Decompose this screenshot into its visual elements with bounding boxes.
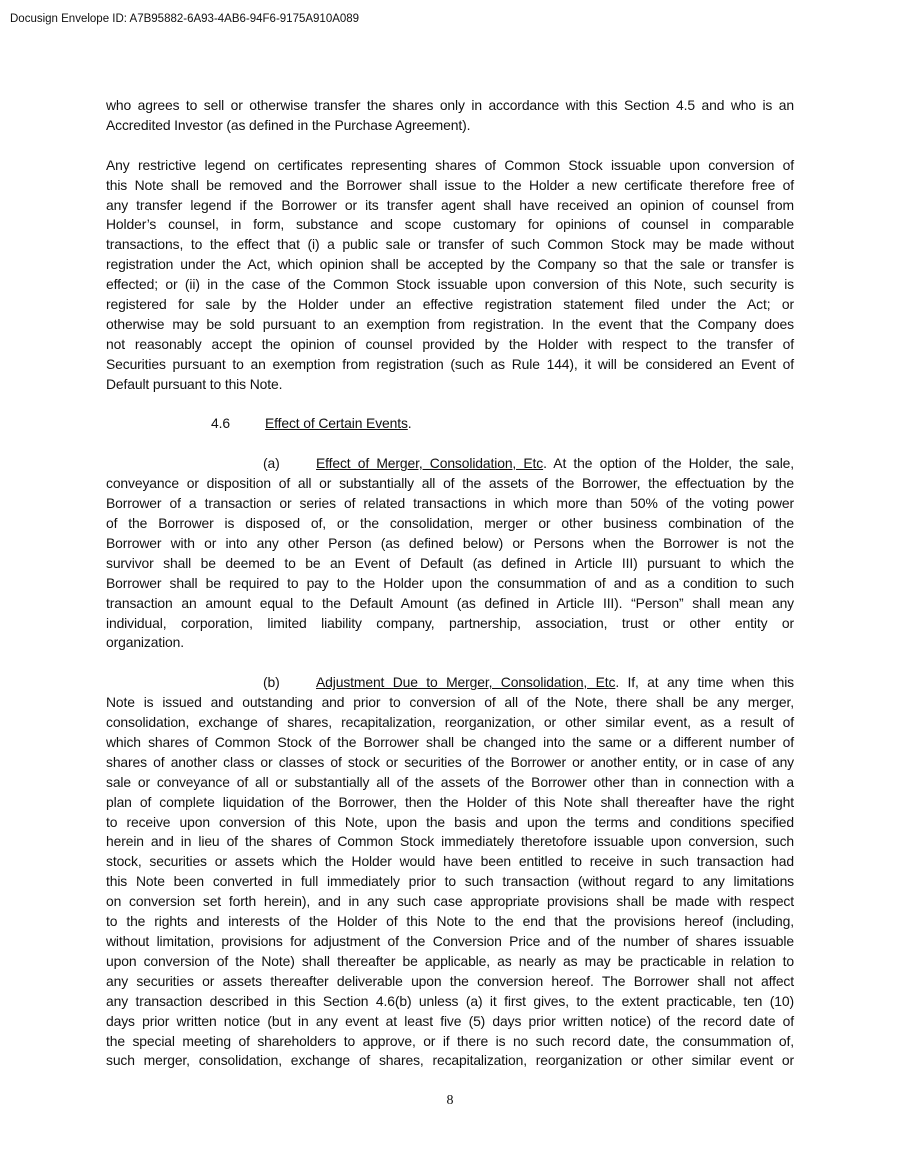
text-line: Borrower of a transaction or series of related transactions in which more than 50% of the voting power [106,495,794,512]
text-line: this Note shall be removed and the Borrower shall issue to the Holder a new certificate therefore free of [106,176,794,193]
text-line: herein and in lieu of the shares of Common Stock immediately theretofore issuable upon conversion, such [106,833,794,850]
text-line: conveyance or disposition of all or substantially all of the assets of the Borrower, the effectuation by the [106,475,794,492]
text-line: transaction an amount equal to the Default Amount (as defined in Article III). “Person” shall mean any [106,594,794,611]
subsection-a-lead-text: . At the option of the Holder, the sale, [543,455,794,472]
subsection-a-label: (a) [263,455,280,472]
text-line: any transaction described in this Section 4.6(b) unless (a) it first gives, to the extent practicable, ten (10) [106,992,794,1009]
envelope-id: Docusign Envelope ID: A7B95882-6A93-4AB6-94F6-9175A910A089 [10,13,360,25]
text-line: Any restrictive legend on certificates representing shares of Common Stock issuable upon conversion of [106,156,794,173]
text-line: shares of another class or classes of stock or securities of the Borrower or another entity, or in case of any [106,753,794,770]
text-line: sale or conveyance of all or substantially all of the assets of the Borrower other than in connection with a [106,773,794,790]
section-title: Effect of Certain Events [265,415,408,432]
text-line: upon conversion of the Note) shall thereafter be applicable, as nearly as may be practicable in relation to [106,952,794,969]
text-line: registration under the Act, which opinion shall be accepted by the Company so that the sale or transfer is [106,256,794,273]
text-line: Borrower with or into any other Person (as defined below) or Persons when the Borrower is not the [106,534,794,551]
text-line: individual, corporation, limited liability company, partnership, association, trust or other entity or [106,614,794,631]
paragraph-restrictive-legend [106,156,794,395]
text-line: Default pursuant to this Note. [106,375,283,392]
text-line: otherwise may be sold pursuant to an exemption from registration. In the event that the Company does [106,315,794,332]
text-line: survivor shall be deemed to be an Event of Default (as defined in Article III) pursuant to which the [106,554,794,571]
subsection-b-title: Adjustment Due to Merger, Consolidation, Etc [316,674,616,691]
page-number: 8 [446,1093,454,1108]
text-line: who agrees to sell or otherwise transfer the shares only in accordance with this Section 4.5 and who is an [106,97,794,113]
subsection-a-title: Effect of Merger, Consolidation, Etc [316,455,544,472]
text-line: effected; or (ii) in the case of the Common Stock issuable upon conversion of this Note, such security is [106,276,794,293]
text-line: any transfer legend if the Borrower or its transfer agent shall have received an opinion of counsel from [106,196,794,213]
text-line: transactions, to the effect that (i) a public sale or transfer of such Common Stock may be made without [106,236,794,253]
section-heading [106,414,794,434]
document-body [106,96,794,1091]
text-line: stock, securities or assets which the Holder would have been entitled to receive in such transaction had [106,853,794,870]
text-line: Note is issued and outstanding and prior to conversion of all of the Note, there shall be any merger, [106,694,794,711]
text-line: organization. [106,634,184,651]
text-line: which shares of Common Stock of the Borrower shall be changed into the same or a different number of [106,733,794,750]
text-line: consolidation, exchange of shares, recapitalization, reorganization, or other similar event, as a result of [106,714,794,731]
text-line: Securities pursuant to an exemption from registration (such as Rule 144), it will be considered an Event of [106,355,794,372]
text-line: to the rights and interests of the Holder of this Note to the end that the provisions hereof (including, [106,913,794,930]
text-line: any securities or assets thereafter deliverable upon the conversion hereof. The Borrower shall not affect [106,972,794,989]
text-line: without limitation, provisions for adjustment of the Conversion Price and of the number of shares issuable [106,933,794,949]
section-number: 4.6 [211,415,230,432]
text-line: plan of complete liquidation of the Borrower, then the Holder of this Note shall thereafter have the right [106,793,794,810]
paragraph-continuation [106,96,794,136]
text-line: not reasonably accept the opinion of counsel provided by the Holder with respect to the transfer of [106,335,794,352]
text-line: the special meeting of shareholders to approve, or if there is no such record date, the consummation of, [106,1032,794,1049]
subsection-b-label: (b) [263,674,280,691]
text-line: this Note been converted in full immediately prior to such transaction (without regard to any limitations [106,873,794,890]
subsection-a [106,454,794,653]
text-line: days prior written notice (but in any event at least five (5) days prior written notice) of the record date of [106,1012,794,1029]
text-line: to receive upon conversion of this Note, upon the basis and upon the terms and conditions specified [106,813,794,830]
subsection-b-lead [106,673,794,693]
text-line: such merger, consolidation, exchange of shares, recapitalization, reorganization or other similar event or [106,1052,794,1069]
subsection-b [106,673,794,1071]
text-line: on conversion set forth herein), and in any such case appropriate provisions shall be made with respect [106,893,794,910]
text-line: Borrower shall be required to pay to the Holder upon the consummation of and as a condition to such [106,574,794,591]
section-title-period: . [407,415,412,432]
text-line: Accredited Investor (as defined in the Purchase Agreement). [106,116,471,133]
text-line: Holder’s counsel, in form, substance and scope customary for opinions of counsel in comparable [106,216,794,233]
subsection-a-lead [106,454,794,474]
text-line: of the Borrower is disposed of, or the consolidation, merger or other business combination of the [106,514,794,531]
subsection-b-lead-text: . If, at any time when this [615,674,794,691]
text-line: registered for sale by the Holder under an effective registration statement filed under the Act; or [106,296,794,313]
